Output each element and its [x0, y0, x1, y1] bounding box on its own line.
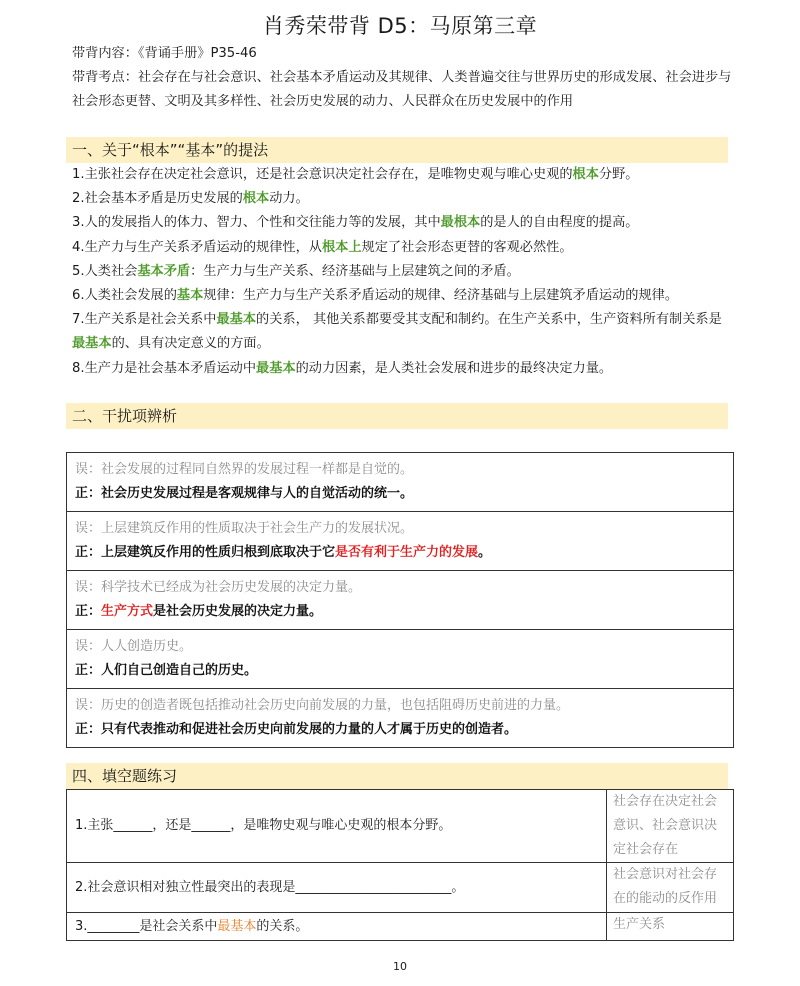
- meta-block: [72, 42, 732, 114]
- fill-blank-table: [66, 789, 734, 941]
- wrong-statement: 误：上层建筑反作用的性质取决于社会生产力的发展状况。: [75, 521, 414, 536]
- list-item: 8.生产力是社会基本矛盾运动中最基本的动力因素，是人类社会发展和进步的最终决定力量。: [72, 360, 613, 376]
- table-row: [67, 913, 734, 941]
- list-item: 3.人的发展指人的体力、智力、个性和交往能力等的发展，其中最根本的是人的自由程度的提高。: [72, 215, 639, 231]
- wrong-statement: 误：人人创造历史。: [75, 639, 193, 654]
- question-cell: 2.社会意识相对独立性最突出的表现是________________________。: [67, 863, 607, 913]
- question-cell: 3.________是社会关系中最基本的关系。: [67, 913, 607, 941]
- list-item: 4.生产力与生产关系矛盾运动的规律性，从根本上规定了社会形态更替的客观必然性。: [72, 239, 573, 255]
- section-heading-4: 四、填空题练习: [66, 763, 728, 789]
- list-item: 5.人类社会基本矛盾：生产力与生产关系、经济基础与上层建筑之间的矛盾。: [72, 263, 520, 279]
- table-row: [67, 863, 734, 913]
- table-row: [67, 571, 734, 630]
- right-statement: 正：人们自己创造自己的历史。: [75, 663, 258, 678]
- section-heading-2: 二、干扰项辨析: [66, 403, 728, 429]
- right-statement: 正：只有代表推动和促进社会历史向前发展的力量的人才属于历史的创造者。: [75, 722, 518, 737]
- table-row: [67, 453, 734, 512]
- wrong-statement: 误：历史的创造者既包括推动社会历史向前发展的力量，也包括阻碍历史前进的力量。: [75, 698, 570, 713]
- table-row: [67, 689, 734, 748]
- page-title: 肖秀荣带背 D5：马原第三章: [262, 14, 538, 38]
- answer-cell: 生产关系: [607, 913, 734, 941]
- right-statement: 正：社会历史发展过程是客观规律与人的自觉活动的统一。: [75, 486, 414, 501]
- list-item: 7.生产关系是社会关系中最基本的关系， 其他关系都要受其支配和制约。在生产关系中，生产资料所有制关系是最基本的、具有决定意义的方面。: [72, 312, 722, 352]
- answer-cell: 社会意识对社会存在的能动的反作用: [607, 863, 734, 913]
- meta-content: 带背内容：《背诵手册》P35-46: [72, 46, 257, 61]
- right-statement: 正：生产方式是社会历史发展的决定力量。: [75, 604, 323, 619]
- list-item: 1.主张社会存在决定社会意识，还是社会意识决定社会存在，是唯物史观与唯心史观的根本分野。: [72, 167, 639, 182]
- list-item: 2.社会基本矛盾是历史发展的根本动力。: [72, 191, 309, 207]
- wrong-statement: 误：科学技术已经成为社会历史发展的决定力量。: [75, 580, 362, 595]
- wrong-statement: 误：社会发展的过程同自然界的发展过程一样都是自觉的。: [75, 462, 414, 477]
- meta-points: 带背考点：社会存在与社会意识、社会基本矛盾运动及其规律、人类普遍交往与世界历史的形成发展、社会进步与社会形态更替、文明及其多样性、社会历史发展的动力、人民群众在历史发展中的作用: [72, 70, 732, 109]
- table-row: [67, 630, 734, 689]
- page-number: 10: [393, 960, 407, 973]
- table-row: [67, 790, 734, 863]
- table-row: [67, 512, 734, 571]
- right-statement: 正：上层建筑反作用的性质归根到底取决于它是否有利于生产力的发展。: [75, 545, 492, 560]
- list-item: 6.人类社会发展的基本规律：生产力与生产关系矛盾运动的规律、经济基础与上层建筑矛盾运动的规律。: [72, 288, 679, 304]
- section-heading-1: 一、关于“根本”“基本”的提法: [66, 137, 728, 163]
- question-cell: 1.主张______，还是______，是唯物史观与唯心史观的根本分野。: [67, 790, 607, 863]
- distractor-table: [66, 452, 734, 748]
- answer-cell: 社会存在决定社会意识、社会意识决定社会存在: [607, 790, 734, 863]
- section1-list: [72, 163, 732, 381]
